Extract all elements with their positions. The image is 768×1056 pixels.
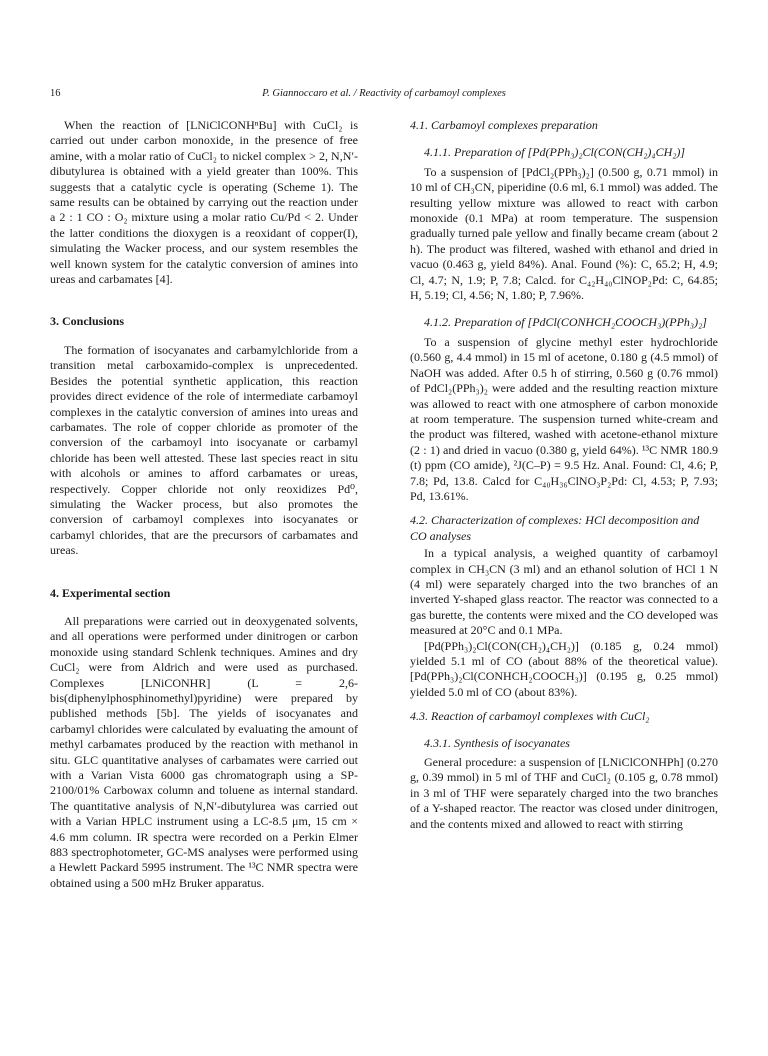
section-heading-4-1: 4.1. Carbamoyl complexes preparation bbox=[410, 118, 598, 132]
paragraph-4-2-b: [Pd(PPh₃)₂Cl(CON(CH₂)₄CH₂)] (0.185 g, 0.24 mmol) yielded 5.1 ml of CO (about 88% of the theoretical value). [Pd(PPh₃)₂Cl(CONHCH₂COOCH₃)] (0.195 g, 0.25 mmol) yielded 5.0 ml of CO (about 83%). bbox=[410, 638, 718, 699]
paragraph-experimental: All preparations were carried out in deoxygenated solvents, and all operations were performed under dinitrogen or carbon monoxide using standard Schlenk techniques. Amines and dry CuCl₂ were from Aldrich and were used as purchased. Complexes [LNiCONHR] (L = 2,6-bis(diphenylphosphinomethyl)pyridine) were prepared by published methods [5b]. The yields of isocyanates and carbamyl chlorides were calculated by evaluating the amount of methyl carbamates produced by the reaction with methanol in situ. GLC quantitative analyses of carbamates were carried out with a Varian Vista 6000 gas chromatograph using a SP-2100/01% Carbowax column and toluene as internal standard. The quantitative analysis of N,N′-dibutylurea was carried out with a Varian HPLC instrument using a LC-8.5 μm, 15 cm × 4.6 mm column. IR spectra were recorded on a Perkin Elmer 883 spectrophotometer, GC-MS analyses were performed using a Hewlett Packard 5995 instrument. The ¹³C NMR spectra were obtained using a 500 mHz Bruker apparatus. bbox=[50, 613, 358, 890]
section-heading-4-3: 4.3. Reaction of carbamoyl complexes with CuCl₂ bbox=[410, 709, 650, 724]
section-heading-4-2: 4.2. Characterization of complexes: HCl decomposition and CO analyses bbox=[410, 513, 700, 543]
subsection-heading-4-3-1: 4.3.1. Synthesis of isocyanates bbox=[424, 735, 570, 750]
paragraph-conclusions: The formation of isocyanates and carbamylchloride from a transition metal carboxamido-complex is unprecedented. Besides the potential synthetic application, this reaction provides direct evidence of the role of intermediate carbamoyl complexes in the catalytic conversion of amines into ureas and carbamates. The role of copper chloride as promoter of the conversion of the carbamoyl into isocyanate or carbamyl chloride has been well attested. These last species react in situ with alcohols or amines to afford carbamates or ureas, respectively. Copper chloride not only reoxidizes Pd⁰, simulating the Wacker process, but also promotes the conversion of carbamoyl complexes into isocyanates or carbamyl chlorides, that are the precursors of carbamates and ureas. bbox=[50, 342, 358, 558]
paragraph-4-1-1: To a suspension of [PdCl₂(PPh₃)₂] (0.500 g, 0.71 mmol) in 10 ml of CH₃CN, piperidine (0.6 ml, 6.1 mmol) was added. The resulting yellow mixture was allowed to react with carbon monoxide (0.1 MPa) at room temperature. The suspension gradually turned pale yellow and finally became cream (about 2 h). The product was filtered, washed with ethanol and dried in vacuo (0.463 g, yield 84%). Anal. Found (%): C, 65.2; H, 4.9; Cl, 4.7; N, 1.9; P, 7.8; Calcd. for C₄₂H₄₀ClNOP₂Pd: C, 64.85; H, 5.19; Cl, 4.56; N, 1.80; P, 7.96%. bbox=[410, 164, 718, 303]
section-heading-experimental: 4. Experimental section bbox=[50, 585, 171, 600]
subsection-heading-4-1-1: 4.1.1. Preparation of [Pd(PPh₃)₂Cl(CON(CH₂)₄CH₂)] bbox=[424, 145, 686, 160]
running-head bbox=[50, 88, 718, 104]
left-column bbox=[50, 118, 358, 891]
page-number: 16 bbox=[50, 88, 61, 99]
subsection-heading-4-1-2: 4.1.2. Preparation of [PdCl(CONHCH₂COOCH₃)(PPh₃)₂] bbox=[424, 315, 707, 330]
paragraph-4-3-1: General procedure: a suspension of [LNiClCONHPh] (0.270 g, 0.39 mmol) in 5 ml of THF and CuCl₂ (0.105 g, 0.78 mmol) in 3 ml of THF were separately charged into the two branches of a Y-shaped reactor. The reactor was closed under dinitrogen, and the contents mixed and allowed to react with stirring bbox=[410, 755, 718, 831]
paragraph-urea-reaction: When the reaction of [LNiClCONHⁿBu] with CuCl₂ is carried out under carbon monoxide, in the presence of free amine, with a molar ratio of CuCl₂ to nickel complex > 2, N,N′-dibutylurea is obtained with a yield greater than 100%. This suggests that a catalytic cycle is operating (Scheme 1). The same results can be obtained by carrying out the reaction under a 2 : 1 CO : O₂ mixture using a molar ratio Cu/Pd < 2. Under the latter conditions the dioxygen is a reoxidant of copper(I), simulating the Wacker process, and our system resembles the well known system for the catalytic conversion of amines into ureas and carbamates [4]. bbox=[50, 118, 358, 287]
paragraph-4-1-2: To a suspension of glycine methyl ester hydrochloride (0.560 g, 4.4 mmol) in 15 ml of acetone, 0.180 g (4.5 mmol) of NaOH was added. After 0.5 h of stirring, 0.560 g (0.76 mmol) of PdCl₂(PPh₃)₂ were added and the resulting reaction mixture was allowed to react with one atmosphere of carbon monoxide at room temperature. The suspension turned white-cream and the product was filtered, washed with acetone-ethanol mixture (2 : 1) and dried in vacuo (0.380 g, yield 64%). ¹³C NMR 180.9 (t) ppm (CO amide), ²J(C–P) = 9.5 Hz. Anal. Found: Cl, 4.6; P, 7.8; Pd, 13.8. Calcd for C₄₀H₃₆ClNO₃P₂Pd: Cl, 4.53; P, 7.93; Pd, 13.61%. bbox=[410, 334, 718, 503]
paragraph-4-2-a: In a typical analysis, a weighed quantity of carbamoyl complex in CH₃CN (3 ml) and an ethanol solution of HCl 1 N (4 ml) were separately charged into the two branches of an inverted Y-shaped glass reactor. The reactor was connected to a gas burette, the contents were mixed and the CO developed was measured at 20°C and 0.1 MPa. bbox=[410, 546, 718, 638]
right-column bbox=[410, 118, 718, 832]
running-head-title: P. Giannoccaro et al. / Reactivity of carbamoyl complexes bbox=[262, 88, 506, 99]
section-heading-conclusions: 3. Conclusions bbox=[50, 314, 125, 329]
